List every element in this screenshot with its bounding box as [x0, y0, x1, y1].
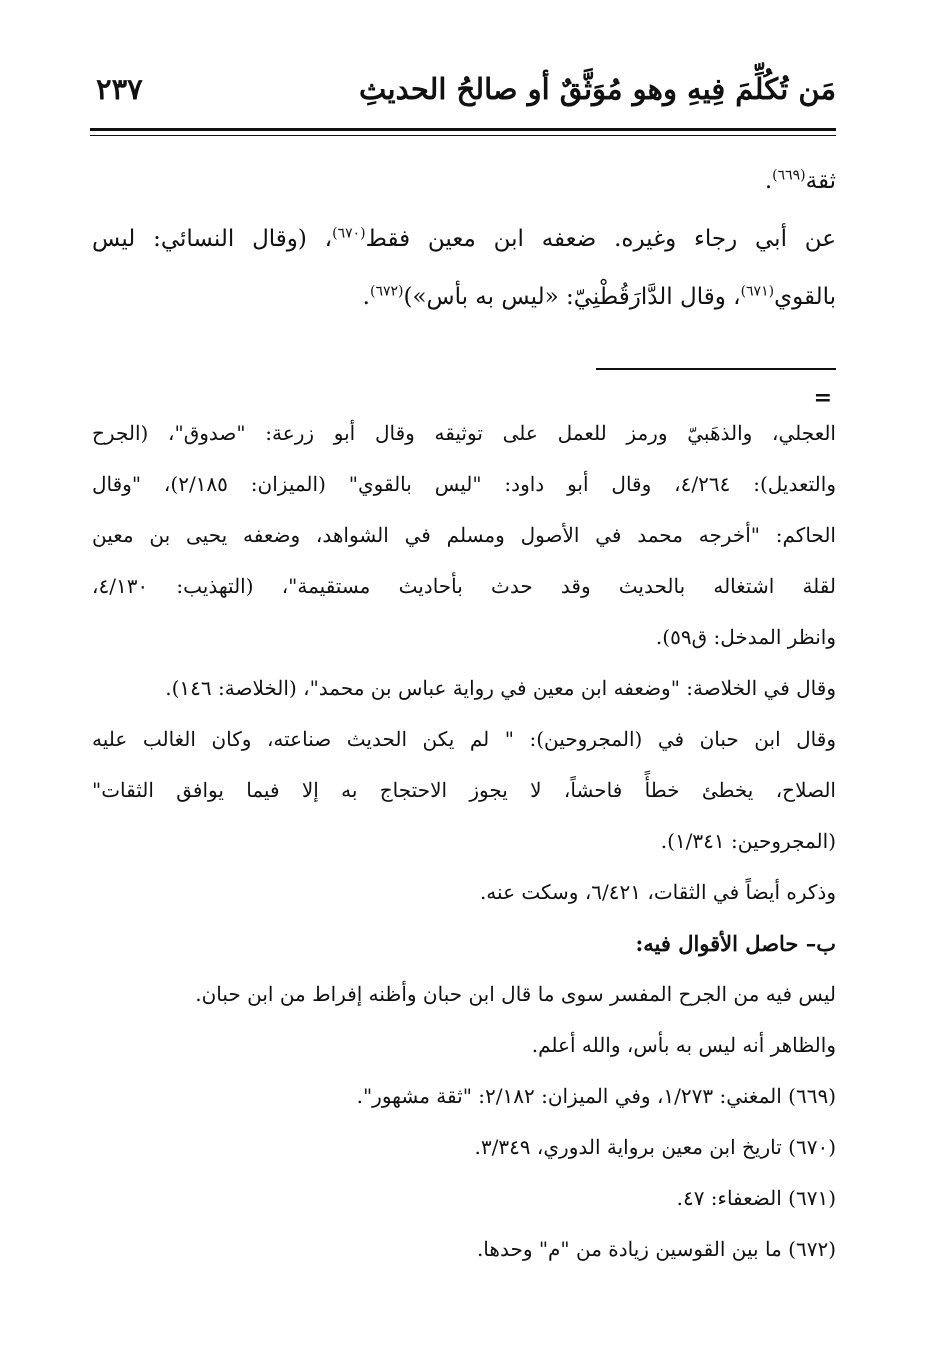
note-line: الحاكم: "أخرجه محمد في الأصول ومسلم في الشواهد، وضعفه يحيى بن معين — [92, 523, 836, 547]
footnote-list — [92, 1071, 836, 1275]
continuation-mark: = — [813, 385, 832, 411]
note-line: والتعديل): ٤/٢٦٤، وقال أبو داود: "ليس بالقوي" (الميزان: ٢/١٨٥)، "وقال — [92, 472, 836, 496]
main-line-1 — [92, 210, 836, 268]
main-line-2 — [92, 268, 836, 326]
footnote-ref: (٦٧٢) — [369, 283, 404, 300]
conclusion-line: والظاهر أنه ليس به بأس، والله أعلم. — [531, 1033, 836, 1057]
header-rule-thick — [90, 128, 836, 131]
note-line: وذكره أيضاً في الثقات، ٦/٤٢١، وسكت عنه. — [479, 880, 836, 904]
note-line: وانظر المدخل: ق٥٩). — [655, 625, 836, 649]
note-line: الصلاح، يخطئ خطأً فاحشاً، لا يجوز الاحتجاج به إلا فيما يوافق الثقات" — [92, 778, 836, 802]
main-text: ، وقال الدَّارَقُطْنِيّ: «ليس به بأس») — [403, 284, 741, 310]
note-line: وقال في الخلاصة: "وضعفه ابن معين في رواية عباس بن محمد"، (الخلاصة: ١٤٦). — [165, 676, 836, 700]
footnote-670: (٦٧٠) تاريخ ابن معين برواية الدوري، ٣/٣٤٩. — [474, 1135, 836, 1159]
main-text: عن أبي رجاء وغيره. ضعفه ابن معين فقط — [365, 226, 836, 252]
notes-section — [92, 408, 836, 1275]
punctuation: . — [362, 284, 370, 310]
main-text: بالقوي — [774, 284, 836, 310]
footnote-672: (٦٧٢) ما بين القوسين زيادة من "م" وحدها. — [476, 1237, 836, 1261]
page-header — [90, 72, 836, 126]
note-line: (المجروحين: ١/٣٤١). — [660, 829, 836, 853]
main-text: ، (وقال النسائي: ليس — [92, 226, 333, 252]
header-rule-thin — [90, 135, 836, 136]
note-line: وقال ابن حبان في (المجروحين): " لم يكن الحديث صناعته، وكان الغالب عليه — [92, 727, 836, 751]
running-title: مَن تُكُلِّمَ فِيهِ وهو مُوَثَّقٌ أو صالحُ الحديثِ — [359, 72, 836, 106]
section-subheading: ب– حاصل الأقوال فيه: — [635, 931, 836, 956]
footnote-ref: (٦٧١) — [740, 283, 775, 300]
conclusion-line: ليس فيه من الجرح المفسر سوى ما قال ابن حبان وأظنه إفراط من ابن حبان. — [195, 982, 836, 1006]
punctuation: . — [764, 168, 773, 194]
note-line: العجلي، والذهَبيّ ورمز للعمل على توثيقه وقال أبو زرعة: "صدوق"، (الجرح — [92, 421, 836, 445]
main-paragraph-1 — [92, 152, 836, 210]
footnote-ref: (٦٦٩) — [772, 167, 806, 184]
footnote-669: (٦٦٩) المغني: ١/٢٧٣، وفي الميزان: ٢/١٨٢: "ثقة مشهور". — [356, 1084, 836, 1108]
footnote-671: (٦٧١) الضعفاء: ٤٧. — [676, 1186, 836, 1210]
note-line: لقلة اشتغاله بالحديث وقد حدث بأحاديث مستقيمة"، (التهذيب: ٤/١٣٠، — [92, 574, 836, 598]
page-number: ٢٣٧ — [96, 72, 143, 106]
footnote-ref: (٦٧٠) — [332, 225, 366, 242]
main-text: ثقة — [805, 168, 836, 194]
main-paragraph-2 — [92, 210, 836, 326]
footnote-separator — [596, 368, 836, 370]
